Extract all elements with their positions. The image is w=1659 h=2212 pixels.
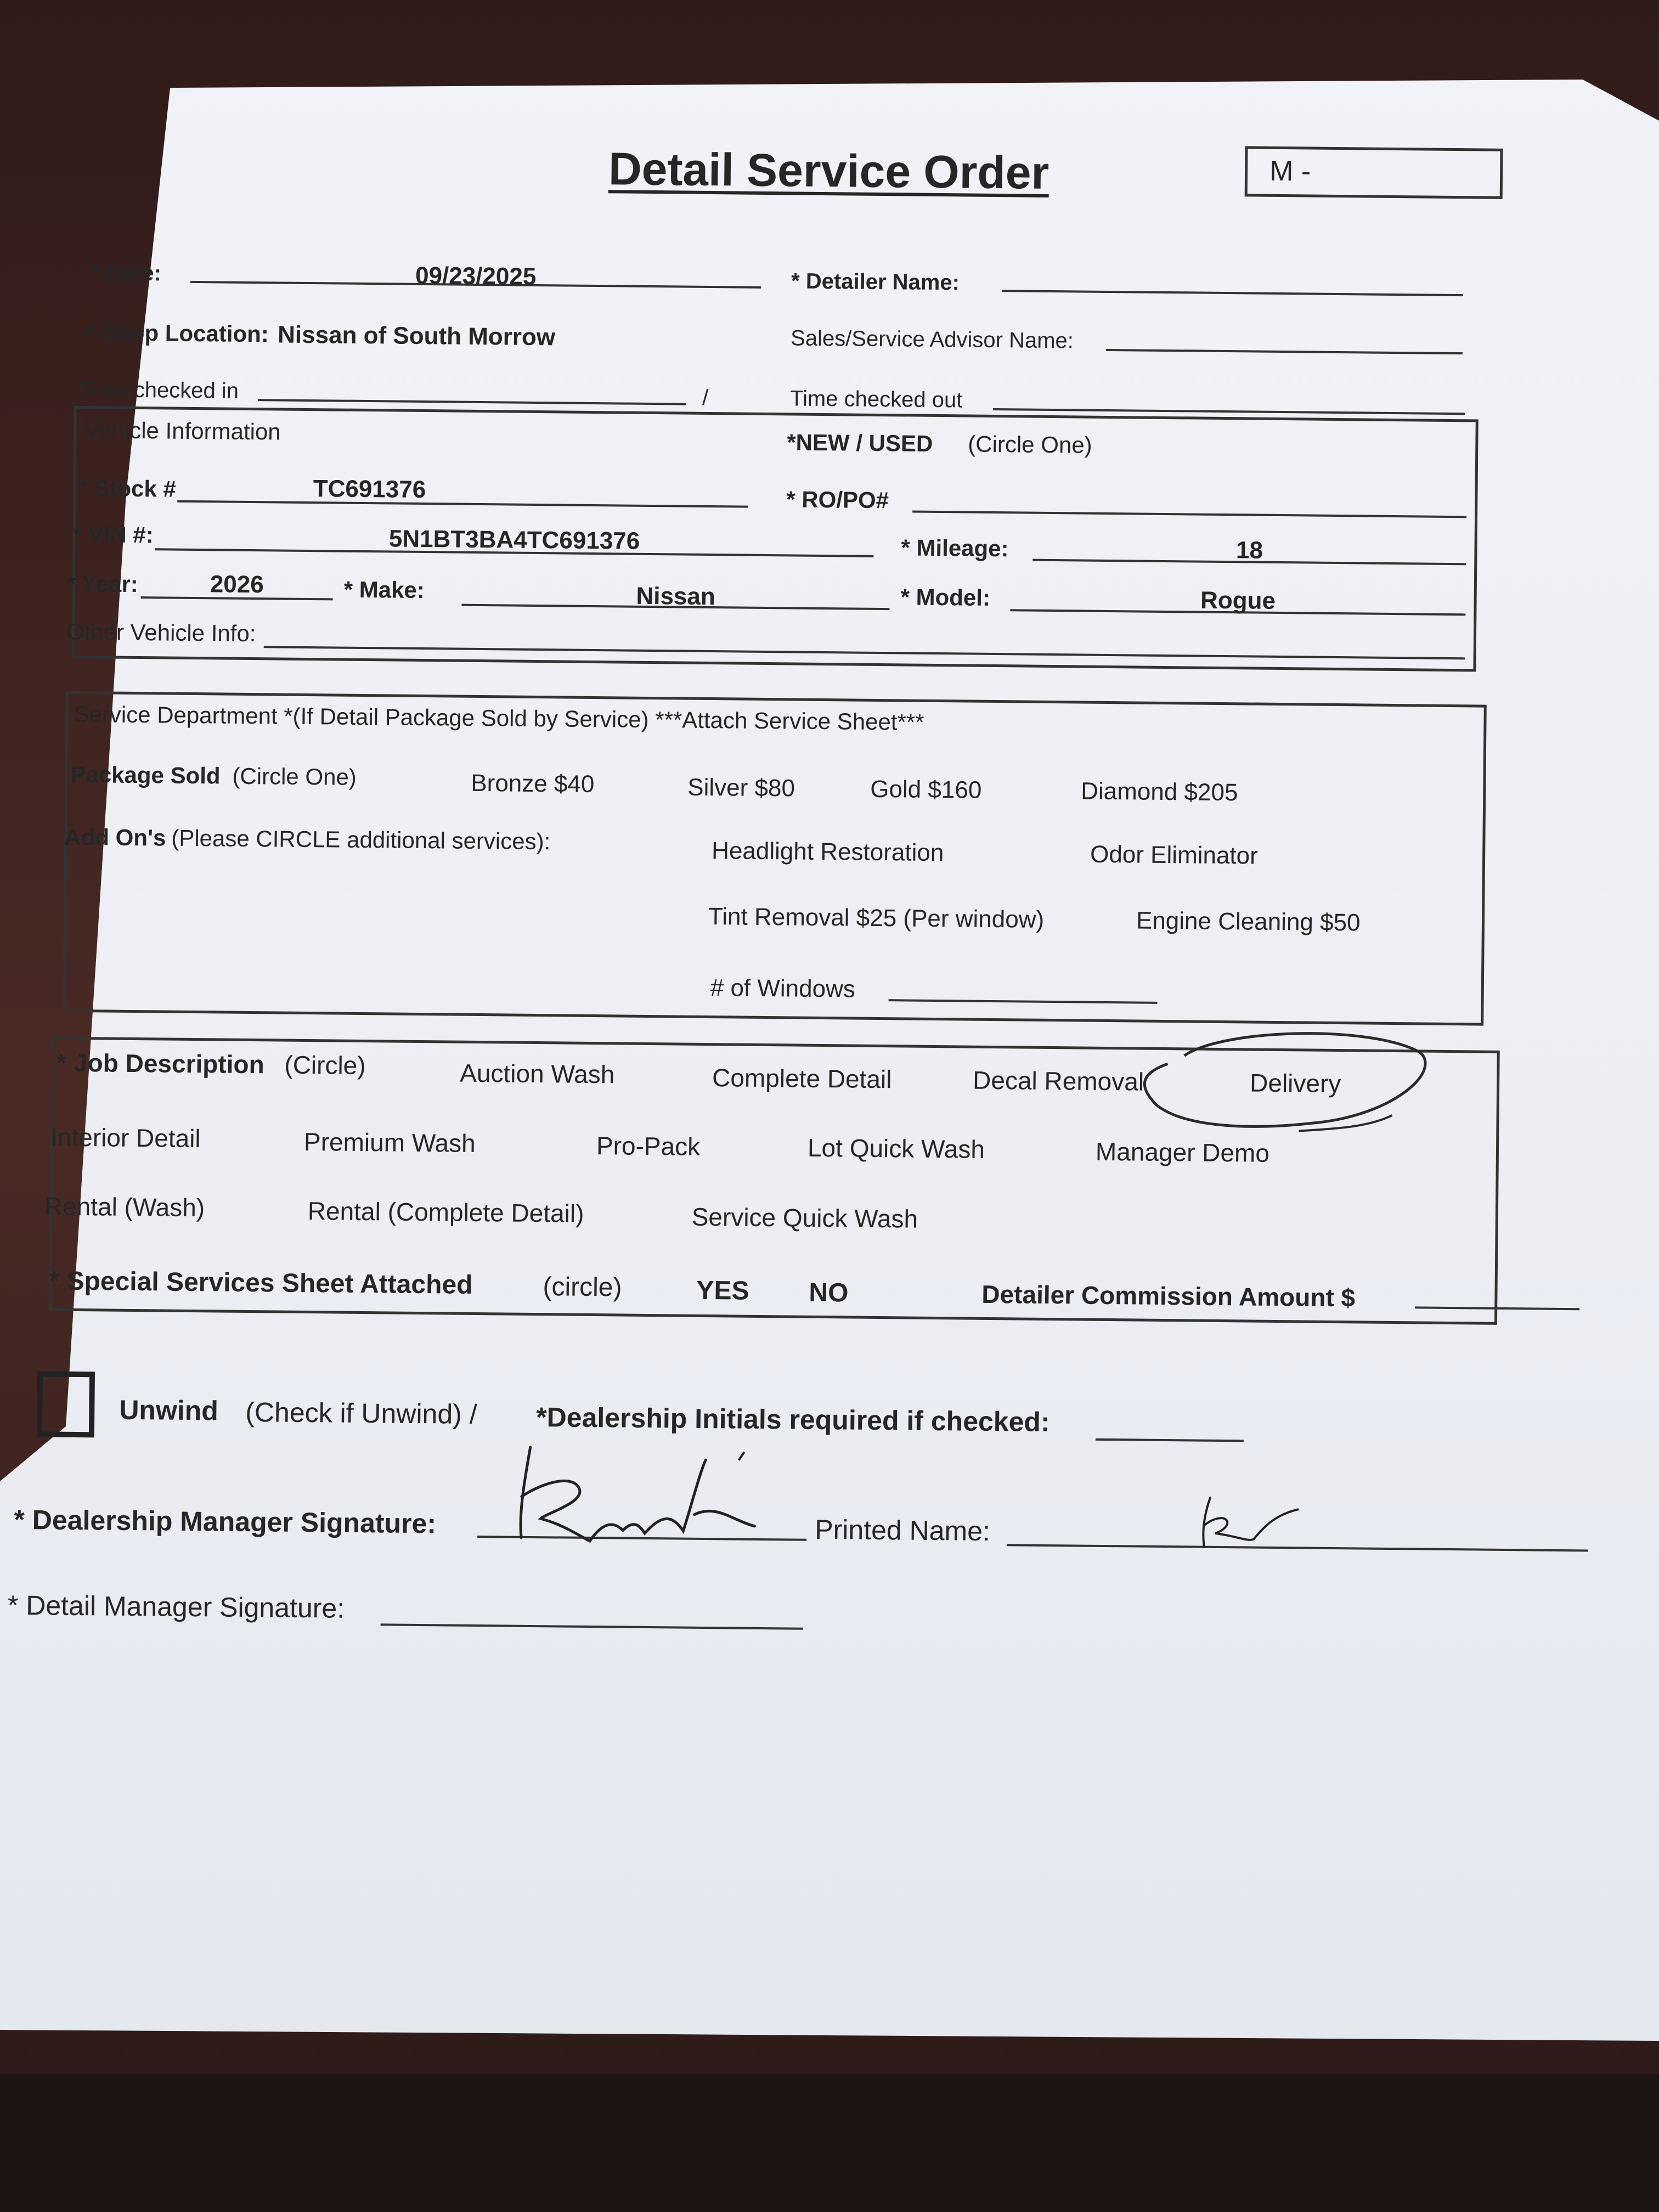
ro-po-label: * RO/PO#	[786, 486, 889, 514]
unwind-label: Unwind	[119, 1394, 219, 1426]
mileage-label: * Mileage:	[901, 534, 1009, 562]
floor	[0, 2074, 1659, 2212]
job-circle-note: (Circle)	[284, 1050, 366, 1080]
other-vehicle-info-label: Other Vehicle Info:	[66, 618, 256, 647]
shop-location-label: * Shop Location:	[85, 319, 269, 347]
special-yes-option[interactable]: YES	[696, 1276, 749, 1306]
stock-value: TC691376	[313, 475, 426, 504]
addon-engine-cleaning[interactable]: Engine Cleaning $50	[1136, 907, 1361, 936]
job-lot-quick-wash[interactable]: Lot Quick Wash	[807, 1133, 985, 1164]
addon-headlight-restoration[interactable]: Headlight Restoration	[711, 837, 944, 867]
job-rental-wash[interactable]: Rental (Wash)	[44, 1192, 205, 1222]
printed-name-initials	[1193, 1492, 1304, 1554]
job-service-quick-wash[interactable]: Service Quick Wash	[691, 1202, 918, 1233]
delivery-circle-mark	[1134, 1017, 1431, 1146]
initials-field[interactable]	[1096, 1438, 1244, 1442]
package-silver[interactable]: Silver $80	[687, 774, 795, 802]
job-complete-detail[interactable]: Complete Detail	[712, 1063, 892, 1094]
stock-label: * Stock #	[78, 475, 177, 502]
detail-manager-signature-label: * Detail Manager Signature:	[7, 1589, 345, 1624]
package-diamond[interactable]: Diamond $205	[1081, 777, 1238, 806]
time-in-field[interactable]	[258, 399, 686, 405]
circle-one-note: (Circle One)	[968, 431, 1092, 458]
addon-odor-eliminator[interactable]: Odor Eliminator	[1090, 840, 1259, 870]
detailer-name-label: * Detailer Name:	[791, 269, 960, 295]
add-ons-note: (Please CIRCLE additional services):	[171, 825, 551, 855]
unwind-note: (Check if Unwind) /	[245, 1396, 477, 1430]
job-auction-wash[interactable]: Auction Wash	[460, 1058, 615, 1089]
m-number-box[interactable]: M -	[1245, 146, 1503, 199]
mileage-value: 18	[1235, 537, 1263, 564]
make-label: * Make:	[343, 576, 425, 603]
initials-label: *Dealership Initials required if checked:	[535, 1402, 1050, 1438]
special-services-label: * Special Services Sheet Attached	[49, 1266, 473, 1300]
package-circle-note: (Circle One)	[232, 763, 357, 790]
service-order-form	[7, 115, 1629, 1995]
package-bronze[interactable]: Bronze $40	[471, 769, 595, 798]
job-rental-complete-detail[interactable]: Rental (Complete Detail)	[307, 1197, 584, 1228]
time-out-label: Time checked out	[789, 386, 963, 413]
job-delivery[interactable]: Delivery	[1249, 1068, 1341, 1098]
special-no-option[interactable]: NO	[809, 1278, 849, 1308]
vehicle-info-label: Vehicle Information	[84, 417, 281, 445]
manager-signature-scrawl	[496, 1436, 783, 1548]
job-interior-detail[interactable]: Interior Detail	[50, 1122, 201, 1153]
service-heading: Service Department *(If Detail Package Sold by Service) ***Attach Service Sheet***	[74, 701, 924, 735]
time-slash: /	[702, 385, 709, 410]
job-manager-demo[interactable]: Manager Demo	[1095, 1137, 1270, 1167]
commission-label: Detailer Commission Amount $	[981, 1279, 1356, 1312]
make-value: Nissan	[636, 582, 716, 611]
vin-label: * VIN #:	[72, 521, 154, 548]
job-premium-wash[interactable]: Premium Wash	[303, 1127, 476, 1158]
model-value: Rogue	[1200, 586, 1276, 614]
shop-location-value: Nissan of South Morrow	[277, 321, 556, 351]
detail-manager-signature-field[interactable]	[381, 1623, 803, 1629]
add-ons-label: Add On's	[64, 823, 166, 851]
detailer-name-field[interactable]	[1002, 290, 1463, 296]
addon-tint-removal[interactable]: Tint Removal $25 (Per window)	[708, 903, 1045, 933]
job-pro-pack[interactable]: Pro-Pack	[596, 1131, 701, 1161]
manager-signature-label: * Dealership Manager Signature:	[14, 1504, 437, 1539]
year-label: * Year:	[66, 570, 139, 597]
windows-count-label: # of Windows	[710, 974, 856, 1003]
new-used-label[interactable]: *NEW / USED	[787, 429, 933, 456]
job-description-label: * Job Description	[57, 1048, 264, 1079]
unwind-checkbox[interactable]	[37, 1371, 95, 1437]
year-value: 2026	[210, 571, 264, 599]
vin-value: 5N1BT3BA4TC691376	[388, 525, 640, 555]
advisor-name-field[interactable]	[1106, 349, 1463, 354]
advisor-name-label: Sales/Service Advisor Name:	[790, 326, 1074, 353]
date-label: * Date:	[92, 261, 162, 286]
time-out-field[interactable]	[993, 408, 1465, 415]
model-label: * Model:	[900, 584, 991, 611]
package-sold-label: Package Sold	[70, 761, 221, 789]
time-in-label: Time checked in	[79, 377, 239, 403]
form-title: Detail Service Order	[608, 143, 1049, 199]
special-services-note: (circle)	[543, 1272, 622, 1302]
printed-name-label: Printed Name:	[815, 1514, 991, 1547]
job-decal-removal[interactable]: Decal Removal	[972, 1065, 1144, 1096]
package-gold[interactable]: Gold $160	[870, 775, 982, 804]
date-value: 09/23/2025	[415, 262, 537, 290]
